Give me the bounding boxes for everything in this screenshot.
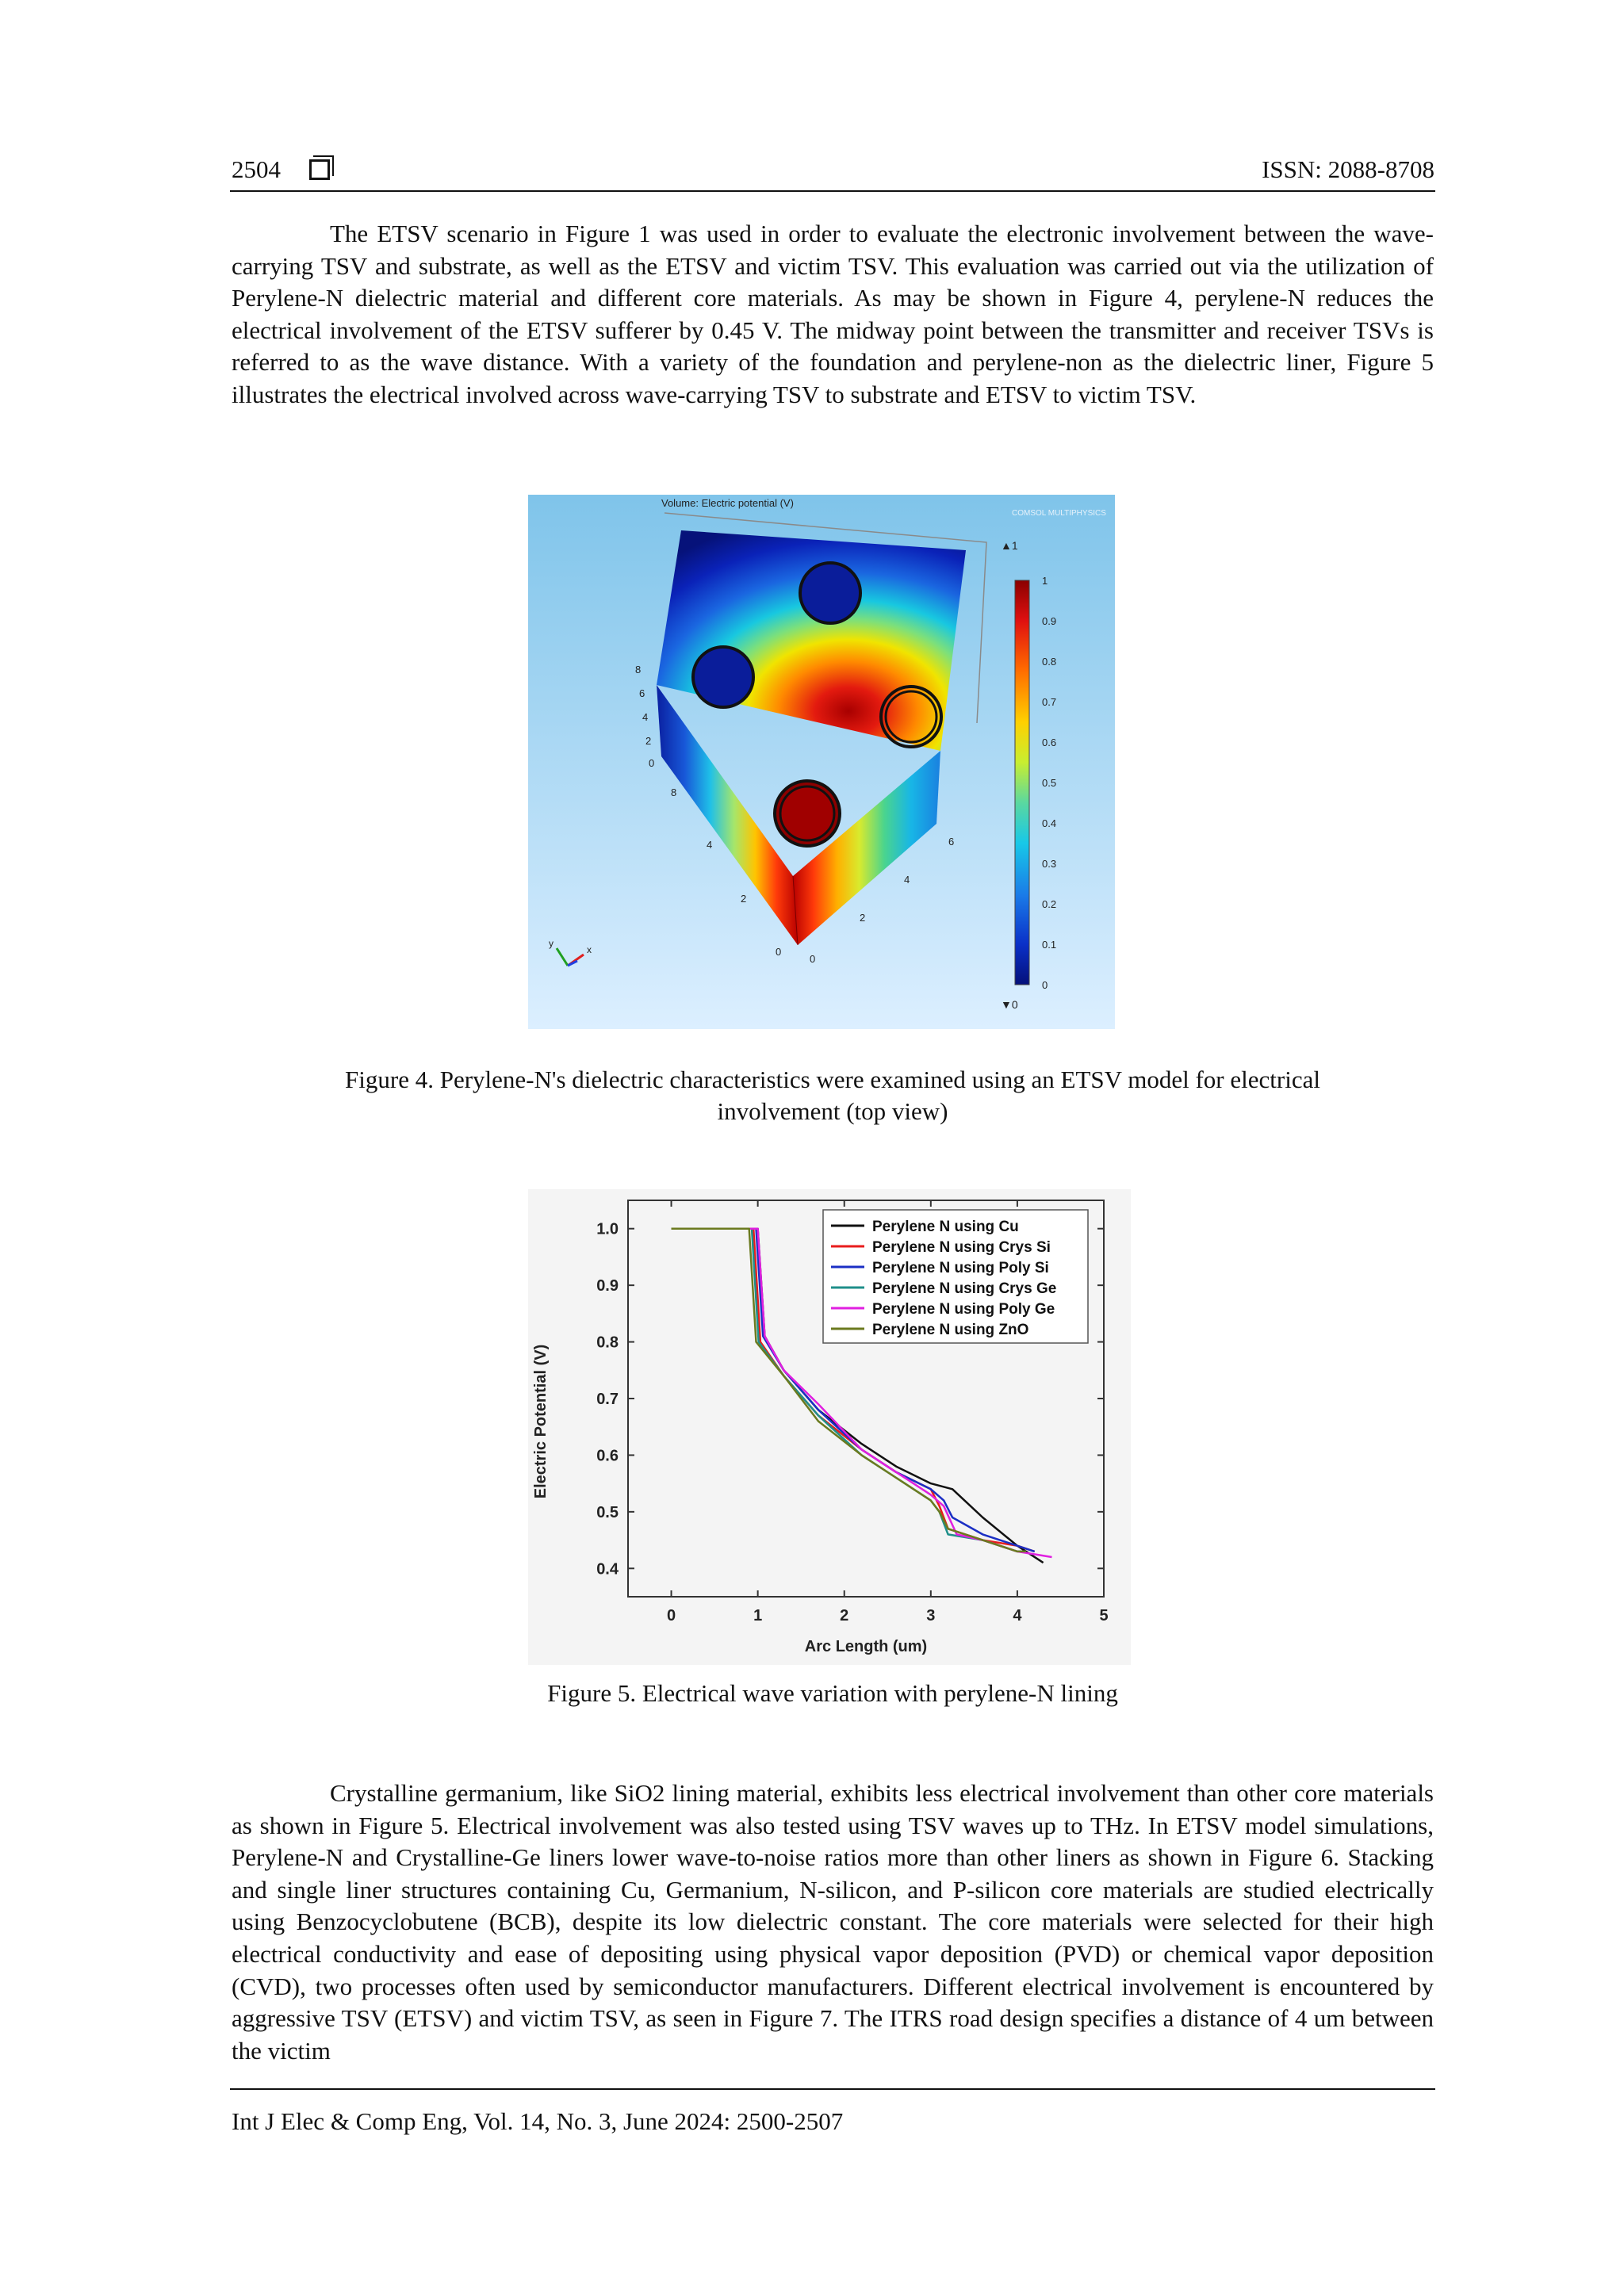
svg-text:8: 8 (671, 786, 677, 798)
svg-text:0: 0 (1042, 979, 1048, 991)
svg-text:1: 1 (1042, 575, 1048, 587)
svg-text:0.9: 0.9 (1042, 615, 1057, 627)
paragraph-2: Crystalline germanium, like SiO2 lining material, exhibits less electrical involvement than other core materials as shown in Figure 5. Electrical involvement was also tested using TSV waves up to THz. In ETSV model simulations, Perylene-N and Crystalline-Ge liners lower wave-to-noise ratios more than other liners as shown in Figure 6. Stacking and single liner structures containing Cu, Germanium, N-silicon, and P-silicon core materials are studied electrically using Benzocyclobutene (BCB), despite its low dielectric constant. The core materials were selected for their high electrical conductivity and ease of depositing using physical vapor deposition (PVD) or chemical vapor deposition (CVD), two processes often used by semiconductor manufacturers. Different electrical involvement is encountered by aggressive TSV (ETSV) and victim TSV, as seen in Figure 7. The ITRS road design specifies a distance of 4 um between the victim (232, 1779, 1434, 2064)
svg-text:x: x (587, 944, 592, 955)
legend-entry: Perylene N using Poly Si (872, 1260, 1049, 1276)
tsv-circle-top (800, 563, 860, 623)
tsv-circle-front-inner (780, 786, 834, 840)
footer-citation: Int J Elec & Comp Eng, Vol. 14, No. 3, June 2024: 2500-2507 (232, 2107, 844, 2135)
svg-text:4: 4 (707, 839, 713, 851)
x-axis-label: Arc Length (um) (804, 1638, 928, 1655)
checkbox-icon (309, 159, 330, 180)
svg-text:0.8: 0.8 (1042, 656, 1057, 668)
paragraph-1: The ETSV scenario in Figure 1 was used in order to evaluate the electronic involvement between the wave-carrying TSV and substrate, as well as the ETSV and victim TSV. This evaluation was carried out via the utilization of Perylene-N dielectric material and different core materials. As may be shown in Figure 4, perylene-N reduces the electrical involvement of the ETSV sufferer by 0.45 V. The midway point between the transmitter and receiver TSVs is referred to as the wave distance. With a variety of the foundation and perylene-non as the dielectric liner, Figure 5 illustrates the electrical involved across wave-carrying TSV to substrate and ETSV to victim TSV. (232, 220, 1434, 408)
figure-5-chart (528, 1189, 1131, 1665)
x-tick-label: 3 (926, 1607, 936, 1624)
figure-4-image (528, 495, 1115, 1029)
figure-5 (528, 1189, 1131, 1665)
legend-entry: Perylene N using Crys Si (872, 1239, 1051, 1256)
svg-text:4: 4 (642, 711, 649, 723)
svg-text:y: y (549, 938, 553, 949)
legend-entry: Perylene N using Poly Ge (872, 1301, 1055, 1318)
x-tick-label: 2 (840, 1607, 849, 1624)
x-tick-label: 0 (666, 1607, 676, 1624)
svg-text:0: 0 (649, 757, 655, 769)
svg-text:6: 6 (948, 836, 955, 848)
svg-text:0: 0 (810, 953, 816, 965)
svg-text:8: 8 (635, 664, 642, 675)
colorbar-min-marker: ▼0 (1001, 998, 1018, 1011)
tsv-circle-left (693, 647, 753, 707)
x-tick-label: 5 (1099, 1607, 1109, 1624)
svg-text:2: 2 (741, 893, 747, 905)
issn: ISSN: 2088-8708 (1262, 155, 1434, 183)
legend-entry: Perylene N using Crys Ge (872, 1280, 1057, 1297)
x-tick-label: 1 (753, 1607, 763, 1624)
svg-text:0.6: 0.6 (1042, 737, 1057, 748)
svg-text:0.7: 0.7 (1042, 696, 1057, 708)
footer-rule (230, 2088, 1435, 2090)
figure-4-caption-line-2: involvement (top view) (717, 1097, 948, 1125)
figure-5-caption: Figure 5. Electrical wave variation with perylene-N lining (547, 1679, 1118, 1707)
y-axis-label: Electric Potential (V) (532, 1344, 550, 1499)
y-tick-label: 0.9 (596, 1277, 619, 1295)
y-tick-label: 0.5 (596, 1503, 619, 1521)
x-tick-label: 4 (1013, 1607, 1022, 1624)
svg-text:0.4: 0.4 (1042, 817, 1057, 829)
svg-text:2: 2 (645, 735, 652, 747)
figure-4 (528, 495, 1115, 1029)
colorbar (1015, 580, 1029, 985)
y-tick-label: 0.8 (596, 1334, 619, 1352)
svg-text:0.3: 0.3 (1042, 858, 1057, 870)
figure-4-plot-title: Volume: Electric potential (V) (661, 497, 794, 509)
figure-4-caption-line-1: Figure 4. Perylene-N's dielectric characteristics were examined using an ETSV model for electrical (345, 1066, 1320, 1093)
legend-entry: Perylene N using ZnO (872, 1322, 1029, 1338)
svg-text:2: 2 (860, 912, 866, 924)
colorbar-max-marker: ▲1 (1001, 539, 1018, 552)
y-tick-label: 0.7 (596, 1391, 619, 1408)
svg-text:4: 4 (904, 874, 910, 886)
svg-text:0.1: 0.1 (1042, 939, 1057, 951)
page-header-left (232, 155, 330, 184)
svg-text:0.5: 0.5 (1042, 777, 1057, 789)
page-number: 2504 (232, 155, 281, 183)
svg-text:0.2: 0.2 (1042, 898, 1057, 910)
figure-4-watermark: COMSOL MULTIPHYSICS (1012, 509, 1106, 518)
y-tick-label: 0.6 (596, 1447, 619, 1465)
y-tick-label: 1.0 (596, 1220, 619, 1238)
legend-entry: Perylene N using Cu (872, 1219, 1019, 1235)
header-rule (230, 190, 1435, 192)
y-tick-label: 0.4 (596, 1560, 619, 1578)
svg-text:6: 6 (639, 687, 645, 699)
svg-text:0: 0 (776, 946, 782, 958)
